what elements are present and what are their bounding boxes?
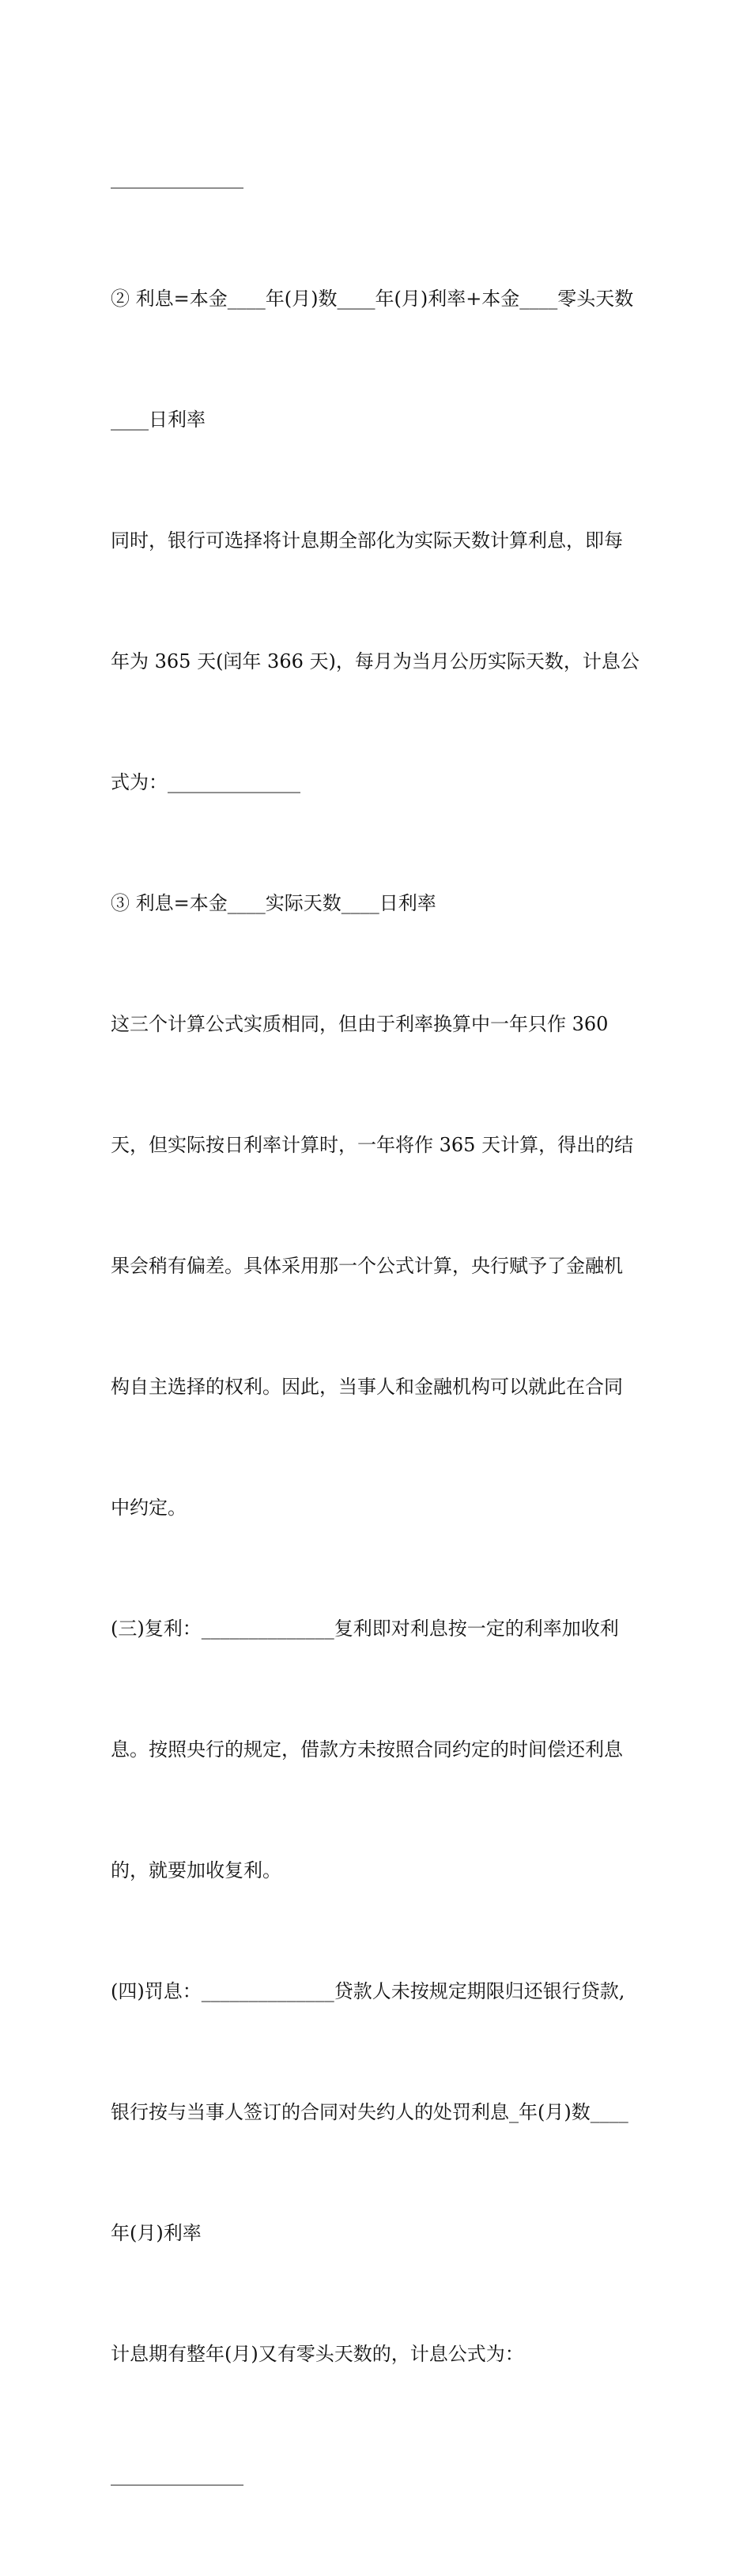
blank-line-2: ______________ <box>111 2464 243 2486</box>
section-penalty-interest-line-1: (四)罚息：______________贷款人未按规定期限归还银行贷款, <box>111 1980 625 2002</box>
paragraph-actual-days-line-1: 同时，银行可选择将计息期全部化为实际天数计算利息，即每 <box>111 529 623 552</box>
section-penalty-interest-line-3: 年(月)利率 <box>111 2222 202 2244</box>
section-penalty-interest-line-2: 银行按与当事人签订的合同对失约人的处罚利息_年(月)数____ <box>111 2101 628 2123</box>
formula-2-line-2: ____日利率 <box>111 409 206 431</box>
blank-line-1: ______________ <box>111 167 243 189</box>
paragraph-comparison-line-3: 果会稍有偏差。具体采用那一个公式计算，央行赋予了金融机 <box>111 1255 623 1277</box>
formula-3-line: ③ 利息=本金____实际天数____日利率 <box>111 892 436 914</box>
section-compound-interest-line-3: 的，就要加收复利。 <box>111 1859 281 1881</box>
document-body <box>111 77 648 2576</box>
section-compound-interest-line-1: (三)复利：______________复利即对利息按一定的利率加收利 <box>111 1618 619 1640</box>
paragraph-formula-intro-line: 计息期有整年(月)又有零头天数的，计息公式为： <box>111 2343 524 2365</box>
formula-2-line-1: ② 利息=本金____年(月)数____年(月)利率+本金____零头天数 <box>111 288 634 310</box>
paragraph-comparison-line-2: 天，但实际按日利率计算时，一年将作 365 天计算，得出的结 <box>111 1134 634 1156</box>
paragraph-comparison-line-5: 中约定。 <box>111 1497 187 1519</box>
paragraph-comparison-line-1: 这三个计算公式实质相同，但由于利率换算中一年只作 360 <box>111 1013 609 1035</box>
paragraph-actual-days-line-3: 式为：______________ <box>111 771 300 793</box>
paragraph-comparison-line-4: 构自主选择的权利。因此，当事人和金融机构可以就此在合同 <box>111 1376 623 1398</box>
paragraph-actual-days-line-2: 年为 365 天(闰年 366 天)，每月为当月公历实际天数，计息公 <box>111 650 640 672</box>
section-compound-interest-line-2: 息。按照央行的规定，借款方未按照合同约定的时间偿还利息 <box>111 1738 623 1761</box>
